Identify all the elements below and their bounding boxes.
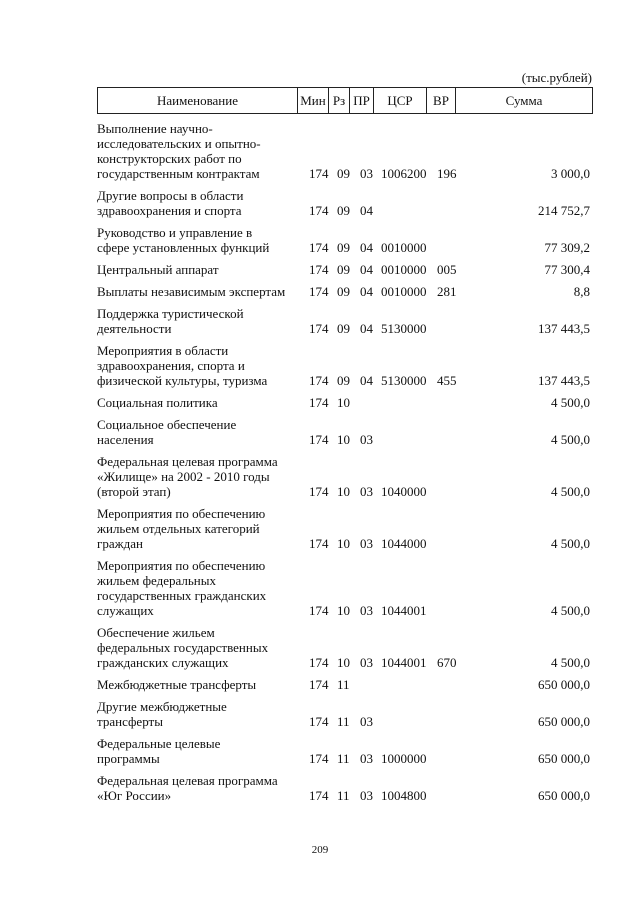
cell-csr: 1006200: [381, 166, 427, 181]
cell-name: Социальная политика: [97, 395, 218, 410]
cell-csr: 1044001: [381, 603, 427, 618]
cell-sum: 214 752,7: [538, 203, 590, 218]
cell-min: 174: [309, 321, 329, 336]
cell-sum: 137 443,5: [538, 373, 590, 388]
table-row: [97, 773, 593, 803]
cell-name: Поддержка туристической деятельности: [97, 306, 244, 336]
cell-min: 174: [309, 240, 329, 255]
cell-pr: 04: [360, 284, 373, 299]
table-row: [97, 121, 593, 181]
cell-vr: 196: [437, 166, 457, 181]
units-label: (тыс.рублей): [521, 70, 592, 85]
cell-csr: 5130000: [381, 321, 427, 336]
cell-csr: 1004800: [381, 788, 427, 803]
cell-min: 174: [309, 373, 329, 388]
cell-csr: 1044000: [381, 536, 427, 551]
cell-rz: 10: [337, 484, 350, 499]
cell-min: 174: [309, 484, 329, 499]
cell-name: Межбюджетные трансферты: [97, 677, 257, 692]
cell-vr: 670: [437, 655, 457, 670]
cell-name: Социальное обеспечение населения: [97, 417, 237, 447]
cell-rz: 11: [337, 788, 350, 803]
cell-min: 174: [309, 603, 329, 618]
cell-rz: 10: [337, 395, 350, 410]
cell-name: Мероприятия по обеспечению жильем федеральных государственных гражданских служащих: [97, 558, 267, 618]
cell-name: Федеральные целевые программы: [97, 736, 221, 766]
header-vr: ВР: [427, 88, 456, 113]
cell-name: Федеральная целевая программа «Юг России»: [97, 773, 278, 803]
cell-vr: 281: [437, 284, 457, 299]
cell-pr: 04: [360, 262, 373, 277]
table-row: [97, 736, 593, 766]
cell-pr: 04: [360, 321, 373, 336]
cell-name: Другие межбюджетные трансферты: [97, 699, 227, 729]
cell-min: 174: [309, 536, 329, 551]
cell-min: 174: [309, 395, 329, 410]
cell-name: Мероприятия в области здравоохранения, спорта и физической культуры, туризма: [97, 343, 268, 388]
header-csr: ЦСР: [374, 88, 427, 113]
cell-vr: 005: [437, 262, 457, 277]
cell-rz: 11: [337, 714, 350, 729]
header-sum: Сумма: [505, 92, 543, 108]
cell-rz: 10: [337, 655, 350, 670]
cell-sum: 650 000,0: [538, 714, 590, 729]
table-row: [97, 395, 593, 410]
cell-pr: 04: [360, 373, 373, 388]
table-row: [97, 284, 593, 299]
cell-rz: 09: [337, 321, 350, 336]
cell-pr: 03: [360, 432, 373, 447]
cell-min: 174: [309, 432, 329, 447]
cell-min: 174: [309, 166, 329, 181]
cell-min: 174: [309, 714, 329, 729]
cell-pr: 03: [360, 751, 373, 766]
cell-rz: 10: [337, 603, 350, 618]
cell-sum: 137 443,5: [538, 321, 590, 336]
cell-rz: 09: [337, 284, 350, 299]
cell-csr: 5130000: [381, 373, 427, 388]
cell-sum: 77 300,4: [544, 262, 590, 277]
table-row: [97, 188, 593, 218]
cell-sum: 4 500,0: [551, 484, 590, 499]
table-header: [97, 87, 593, 114]
header-rz: Рз: [329, 88, 350, 113]
cell-name: Обеспечение жильем федеральных государственных гражданских служащих: [97, 625, 269, 670]
cell-pr: 03: [360, 714, 373, 729]
cell-rz: 10: [337, 536, 350, 551]
cell-rz: 09: [337, 203, 350, 218]
page-number: 209: [311, 844, 329, 856]
header-name: Наименование: [98, 88, 298, 113]
cell-min: 174: [309, 788, 329, 803]
cell-pr: 03: [360, 166, 373, 181]
cell-rz: 11: [337, 751, 350, 766]
table-row: [97, 262, 593, 277]
cell-name: Другие вопросы в области здравоохранения и спорта: [97, 188, 244, 218]
cell-sum: 8,8: [573, 284, 590, 299]
cell-sum: 77 309,2: [544, 240, 590, 255]
cell-pr: 03: [360, 484, 373, 499]
cell-sum: 4 500,0: [551, 655, 590, 670]
cell-rz: 09: [337, 373, 350, 388]
cell-rz: 11: [337, 677, 350, 692]
cell-rz: 09: [337, 262, 350, 277]
table-row: [97, 625, 593, 670]
table-row: [97, 454, 593, 499]
cell-pr: 03: [360, 655, 373, 670]
table-row: [97, 677, 593, 692]
cell-pr: 03: [360, 603, 373, 618]
cell-vr: 455: [437, 373, 457, 388]
cell-rz: 09: [337, 240, 350, 255]
table-body: [97, 121, 593, 810]
cell-min: 174: [309, 677, 329, 692]
cell-sum: 4 500,0: [551, 432, 590, 447]
cell-name: Руководство и управление в сфере установленных функций: [97, 225, 270, 255]
cell-name: Центральный аппарат: [97, 262, 219, 277]
cell-rz: 10: [337, 432, 350, 447]
cell-csr: 0010000: [381, 262, 427, 277]
cell-name: Выполнение научно- исследовательских и опытно- конструкторских работ по государственным контрактам: [97, 121, 261, 181]
table-row: [97, 343, 593, 388]
cell-sum: 650 000,0: [538, 751, 590, 766]
cell-csr: 1040000: [381, 484, 427, 499]
cell-name: Выплаты независимым экспертам: [97, 284, 286, 299]
header-pr: ПР: [350, 88, 374, 113]
cell-pr: 04: [360, 203, 373, 218]
cell-sum: 4 500,0: [551, 603, 590, 618]
cell-rz: 09: [337, 166, 350, 181]
cell-sum: 650 000,0: [538, 677, 590, 692]
table-row: [97, 225, 593, 255]
cell-csr: 0010000: [381, 284, 427, 299]
cell-pr: 04: [360, 240, 373, 255]
table-row: [97, 558, 593, 618]
cell-pr: 03: [360, 788, 373, 803]
cell-min: 174: [309, 262, 329, 277]
cell-csr: 1000000: [381, 751, 427, 766]
table-row: [97, 417, 593, 447]
cell-sum: 3 000,0: [551, 166, 590, 181]
cell-min: 174: [309, 751, 329, 766]
cell-sum: 4 500,0: [551, 536, 590, 551]
cell-pr: 03: [360, 536, 373, 551]
cell-min: 174: [309, 655, 329, 670]
cell-min: 174: [309, 284, 329, 299]
cell-min: 174: [309, 203, 329, 218]
cell-name: Федеральная целевая программа «Жилище» на 2002 - 2010 годы (второй этап): [97, 454, 278, 499]
cell-csr: 1044001: [381, 655, 427, 670]
cell-csr: 0010000: [381, 240, 427, 255]
table-row: [97, 306, 593, 336]
table-row: [97, 699, 593, 729]
table-row: [97, 506, 593, 551]
cell-name: Мероприятия по обеспечению жильем отдельных категорий граждан: [97, 506, 266, 551]
cell-sum: 4 500,0: [551, 395, 590, 410]
cell-sum: 650 000,0: [538, 788, 590, 803]
header-min: Мин: [298, 88, 329, 113]
